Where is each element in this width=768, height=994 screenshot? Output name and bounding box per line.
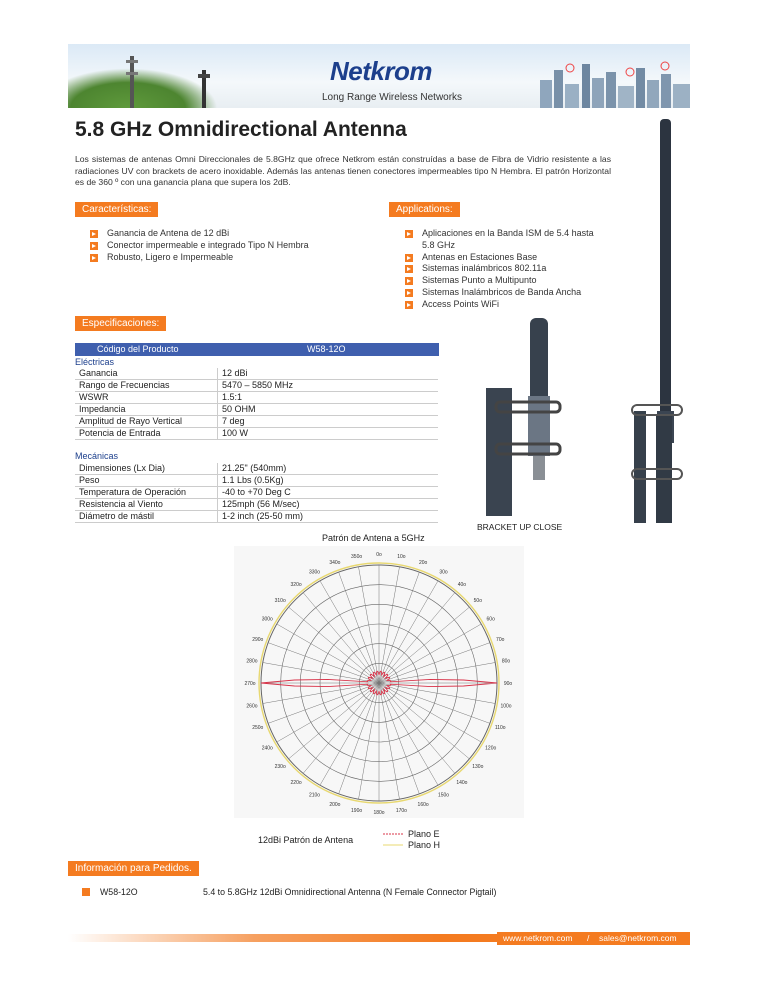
angle-label: 80o (501, 658, 511, 665)
angle-label: 170o (395, 808, 407, 815)
caracteristicas-label: Características: (75, 202, 158, 217)
angle-label: 270o (244, 681, 256, 687)
table-row: Potencia de Entrada 100 W (75, 428, 438, 440)
table-row: Amplitud de Rayo Vertical 7 deg (75, 416, 438, 428)
table-row: Rango de Frecuencias 5470 – 5850 MHz (75, 380, 438, 392)
tagline: Long Range Wireless Networks (322, 92, 463, 103)
angle-label: 220o (290, 779, 302, 786)
arrow-bullet-icon (405, 289, 413, 297)
arrow-bullet-icon (405, 230, 413, 238)
angle-label: 230o (274, 763, 286, 770)
table-row: Temperatura de Operación -40 to +70 Deg C (75, 487, 438, 499)
footer-contact (497, 932, 690, 945)
pattern-caption: 12dBi Patrón de Antena (258, 835, 354, 845)
angle-label: 300o (261, 616, 273, 623)
website-link[interactable]: www.netkrom.com (503, 933, 573, 943)
angle-label: 250o (252, 725, 264, 732)
angle-label: 0o (376, 552, 382, 558)
spec-table-header (75, 343, 439, 356)
applications-list (405, 228, 605, 311)
list-item: Sistemas inalámbricos 802.11a (405, 263, 605, 275)
pedidos-label: Información para Pedidos. (68, 861, 199, 876)
angle-label: 330o (308, 569, 321, 576)
angle-label: 50o (473, 598, 482, 605)
legend-h: Plano H (408, 840, 441, 850)
electricas-table (75, 368, 438, 440)
list-item: Antenas en Estaciones Base (405, 252, 605, 264)
pattern-legend-lines (383, 830, 405, 850)
angle-label: 130o (472, 763, 484, 770)
legend-e: Plano E (408, 829, 440, 839)
table-row: Dimensiones (Lx Dia) 21.25" (540mm) (75, 463, 438, 475)
list-item: Access Points WiFi (405, 299, 605, 311)
header-banner (68, 44, 690, 108)
angle-label: 190o (351, 808, 363, 815)
angle-label: 150o (437, 792, 450, 799)
email-link[interactable]: sales@netkrom.com (599, 933, 677, 943)
list-item: Sistemas Inalámbricos de Banda Ancha (405, 287, 605, 299)
caracteristicas-list (90, 228, 380, 263)
arrow-bullet-icon (405, 265, 413, 273)
angle-label: 310o (274, 598, 286, 605)
angle-label: 40o (457, 582, 467, 589)
angle-label: 240o (261, 745, 273, 752)
angle-label: 340o (329, 559, 341, 566)
applications-label: Applications: (389, 202, 460, 217)
angle-label: 350o (351, 553, 363, 560)
arrow-bullet-icon (90, 242, 98, 250)
angle-label: 30o (439, 569, 448, 576)
polar-pattern-diagram (234, 546, 524, 818)
pattern-title: Patrón de Antena a 5GHz (322, 533, 425, 543)
bracket-closeup-photo (478, 318, 578, 516)
angle-label: 90o (503, 681, 513, 687)
angle-label: 20o (418, 559, 428, 566)
especificaciones-label: Especificaciones: (75, 316, 166, 331)
angle-label: 160o (417, 802, 429, 809)
table-row: WSWR 1.5:1 (75, 392, 438, 404)
arrow-bullet-icon (82, 888, 90, 896)
angle-label: 110o (494, 725, 506, 732)
footer-separator: / (587, 933, 590, 943)
pattern-legend (408, 829, 440, 851)
angle-label: 100o (500, 703, 512, 710)
angle-label: 10o (397, 553, 406, 560)
netkrom-logo: Netkrom (330, 56, 432, 86)
list-item: Ganancia de Antena de 12 dBi (90, 228, 380, 240)
angle-label: 180o (373, 810, 385, 816)
table-row: Diámetro de mástil 1-2 inch (25-50 mm) (75, 511, 438, 523)
angle-label: 140o (456, 779, 468, 786)
order-code: W58-12O (100, 887, 138, 897)
antenna-photo (630, 115, 690, 527)
table-row: Resistencia al Viento 125mph (56 M/sec) (75, 499, 438, 511)
angle-label: 210o (308, 792, 321, 799)
table-row: Ganancia 12 dBi (75, 368, 438, 380)
list-item: Aplicaciones en la Banda ISM de 5.4 hasta 5.8 GHz (405, 228, 605, 252)
col-header-code: Código del Producto (97, 344, 179, 354)
list-item: Sistemas Punto a Multipunto (405, 275, 605, 287)
arrow-bullet-icon (90, 254, 98, 262)
electricas-heading: Eléctricas (75, 357, 115, 367)
arrow-bullet-icon (90, 230, 98, 238)
angle-label: 120o (485, 745, 497, 752)
arrow-bullet-icon (405, 277, 413, 285)
angle-label: 320o (290, 582, 302, 589)
angle-label: 60o (486, 616, 495, 623)
mecanicas-table (75, 463, 438, 523)
list-item: Conector impermeable e integrado Tipo N Hembra (90, 240, 380, 252)
arrow-bullet-icon (405, 254, 413, 262)
angle-label: 260o (246, 703, 258, 710)
arrow-bullet-icon (405, 301, 413, 309)
bracket-caption: BRACKET UP CLOSE (477, 522, 563, 532)
table-row: Peso 1.1 Lbs (0.5Kg) (75, 475, 438, 487)
angle-label: 200o (329, 802, 341, 809)
list-item: Robusto, Ligero e Impermeable (90, 252, 380, 264)
city-skyline-image (540, 60, 690, 108)
angle-label: 290o (252, 636, 264, 643)
intro-paragraph: Los sistemas de antenas Omni Direccionales de 5.8GHz que ofrece Netkrom están construídas a base de Fibra de Vidrio resistente a las radiaciones UV con brackets de acero inoxidable. Además las antenas tienen conectores impermeables tipo N Hembra. El patrón Horizontal es de 360 º con una ganancia plana que supera los 2dB. (75, 154, 611, 188)
tower-image (120, 50, 220, 108)
angle-label: 70o (496, 636, 505, 643)
order-description: 5.4 to 5.8GHz 12dBi Omnidirectional Antenna (N Female Connector Pigtail) (203, 887, 497, 897)
angle-label: 280o (246, 658, 258, 665)
table-row: Impedancia 50 OHM (75, 404, 438, 416)
mecanicas-heading: Mecánicas (75, 451, 119, 461)
page-title: 5.8 GHz Omnidirectional Antenna (75, 118, 407, 141)
product-code: W58-12O (307, 344, 346, 354)
